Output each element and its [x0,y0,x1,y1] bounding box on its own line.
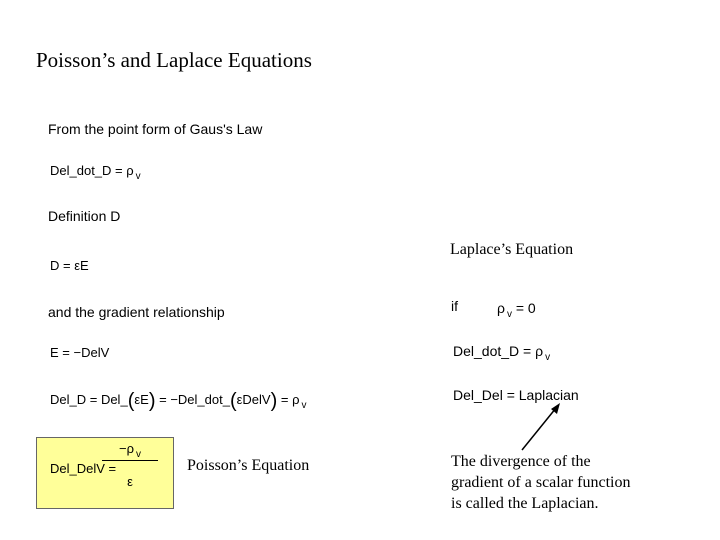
laplace-eq2 [453,343,551,363]
chain-equation [50,390,307,413]
gauss-equation [50,163,141,182]
if-rho: ρ [497,300,505,316]
chain-part-e: = ρ [277,392,300,407]
close-paren-icon: ) [270,390,278,412]
chain-part-a: Del_D = Del_ [50,392,128,407]
laplacian-note [451,451,630,514]
eq2-subscript: v [545,352,551,363]
gradient-equation: E = −DelV [50,345,110,360]
if-label: if [451,298,458,314]
fraction-bar [102,460,158,461]
page-title: Poisson’s and Laplace Equations [36,48,312,72]
poisson-label: Poisson’s Equation [187,457,310,474]
poisson-denominator: ε [127,474,133,489]
eq2-text: Del_dot_D = ρ [453,343,544,359]
poisson-lhs: Del_DelV = [50,461,117,476]
if-equation [497,300,536,320]
laplace-title: Laplace’s Equation [450,241,574,258]
intro-text: From the point form of Gaus's Law [48,121,263,137]
chain-part-d: εDelV [236,392,271,407]
gradient-label: and the gradient relationship [48,304,225,320]
arrow-icon [510,398,570,458]
note-line: The divergence of the [451,453,591,470]
laplace-eq3: Del_Del = Laplacian [453,387,579,403]
gauss-lhs: Del_dot_D = ρ [50,163,134,178]
chain-subscript: v [301,400,307,411]
chain-part-c: = −Del_dot_ [155,392,230,407]
gauss-subscript: v [135,171,141,182]
poisson-num-text: −ρ [119,441,134,456]
chain-part-b: εE [134,392,149,407]
note-line: gradient of a scalar function [451,474,631,491]
if-rhs: = 0 [511,300,536,316]
close-paren-icon: ) [148,390,156,412]
poisson-numerator [102,441,158,460]
note-line: is called the Laplacian. [451,495,599,512]
if-subscript: v [506,309,512,320]
open-paren-icon: ( [229,390,237,412]
definition-equation: D = εE [50,258,89,273]
poisson-num-subscript: v [136,449,141,460]
definition-label: Definition D [48,208,121,224]
open-paren-icon: ( [127,390,135,412]
